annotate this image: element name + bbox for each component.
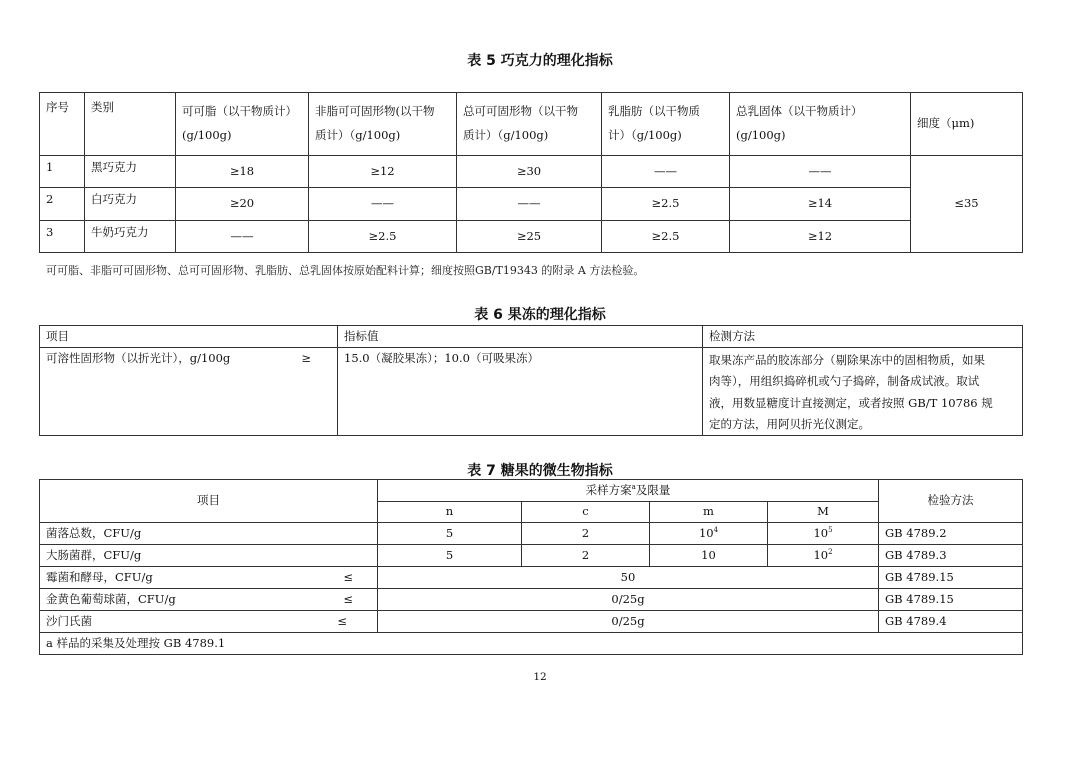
soluble-solids-label: 可溶性固形物（以折光计），g/100g — [46, 351, 231, 365]
table7-header-row — [40, 480, 1023, 502]
fineness-value: ≤35 — [911, 156, 1023, 253]
header-sampling-plan: 采样方案$^a$及限量 — [378, 480, 879, 502]
header-milk-fat: 乳脂肪（以干物质 计）（g/100g) — [602, 93, 730, 156]
table7-subheader-row: n c m M — [40, 502, 1023, 523]
table5-header-row — [40, 93, 1023, 156]
page-number: 12 — [533, 671, 547, 683]
header-item: 项目 — [40, 326, 338, 348]
header-total-cocoa-solids: 总可可固形物（以干物 质计）（g/100g) — [457, 93, 602, 156]
header-fineness: 细度（μm) — [911, 93, 1023, 156]
header-category: 类别 — [85, 93, 176, 156]
table-row: 金黄色葡萄球菌，CFU/g ≤ 0/25g GB 4789.15 — [40, 589, 1023, 611]
table6-title: 表 6 果冻的理化指标 — [474, 307, 606, 323]
table7 — [39, 479, 1023, 655]
table7-footnote: a 样品的采集及处理按 GB 4789.1 — [40, 633, 1023, 655]
table-row: 3 牛奶巧克力 —— ≥2.5 ≥25 ≥2.5 ≥12 — [40, 221, 1023, 253]
table-row: 菌落总数，CFU/g 5 2 $10^4$ $10^5$ GB 4789.2 — [40, 523, 1023, 545]
table-row: 霉菌和酵母，CFU/g ≤ 50 GB 4789.15 — [40, 567, 1023, 589]
soluble-solids-value: 15.0（凝胶果冻）；10.0（可吸果冻） — [338, 348, 703, 436]
header-total-milk-solids: 总乳固体（以干物质计） (g/100g) — [730, 93, 911, 156]
header-cocoa-butter: 可可脂（以干物质计） (g/100g) — [176, 93, 309, 156]
ge-symbol: ≥ — [301, 351, 311, 365]
method-text: 取果冻产品的胶冻部分（剔除果冻中的固相物质，如果 肉等），用组织捣碎机或勺子捣碎，制备成试液。取试 液，用数显糖度计直接测定，或者按照 GB/T 10786 规 定的方法，用阿贝折光仪测定。 — [703, 348, 1023, 436]
header-nonfat-cocoa-solids: 非脂可可固形物(以干物 质计）（g/100g) — [309, 93, 457, 156]
table7-footnote-row — [40, 633, 1023, 655]
header-method: 检验方法 — [879, 480, 1023, 523]
table6-header-row — [40, 326, 1023, 348]
table6 — [39, 325, 1023, 436]
table5-note: 可可脂、非脂可可固形物、总可可固形物、乳脂肪、总乳固体按原始配料计算；细度按照GB/T19343 的附录 A 方法检验。 — [46, 264, 645, 277]
table-row: 2 白巧克力 ≥20 —— —— ≥2.5 ≥14 — [40, 188, 1023, 221]
header-index: 序号 — [40, 93, 85, 156]
table-row: 沙门氏菌 ≤ 0/25g GB 4789.4 — [40, 611, 1023, 633]
table7-title: 表 7 糖果的微生物指标 — [467, 463, 613, 479]
header-method: 检测方法 — [703, 326, 1023, 348]
table5 — [39, 92, 1023, 253]
table5-title: 表 5 巧克力的理化指标 — [467, 53, 613, 69]
header-item: 项目 — [40, 480, 378, 523]
table-row: 大肠菌群，CFU/g 5 2 10 $10^2$ GB 4789.3 — [40, 545, 1023, 567]
table-row — [40, 348, 1023, 436]
table-row: 1 黑巧克力 ≥18 ≥12 ≥30 —— —— ≤35 — [40, 156, 1023, 188]
header-value: 指标值 — [338, 326, 703, 348]
